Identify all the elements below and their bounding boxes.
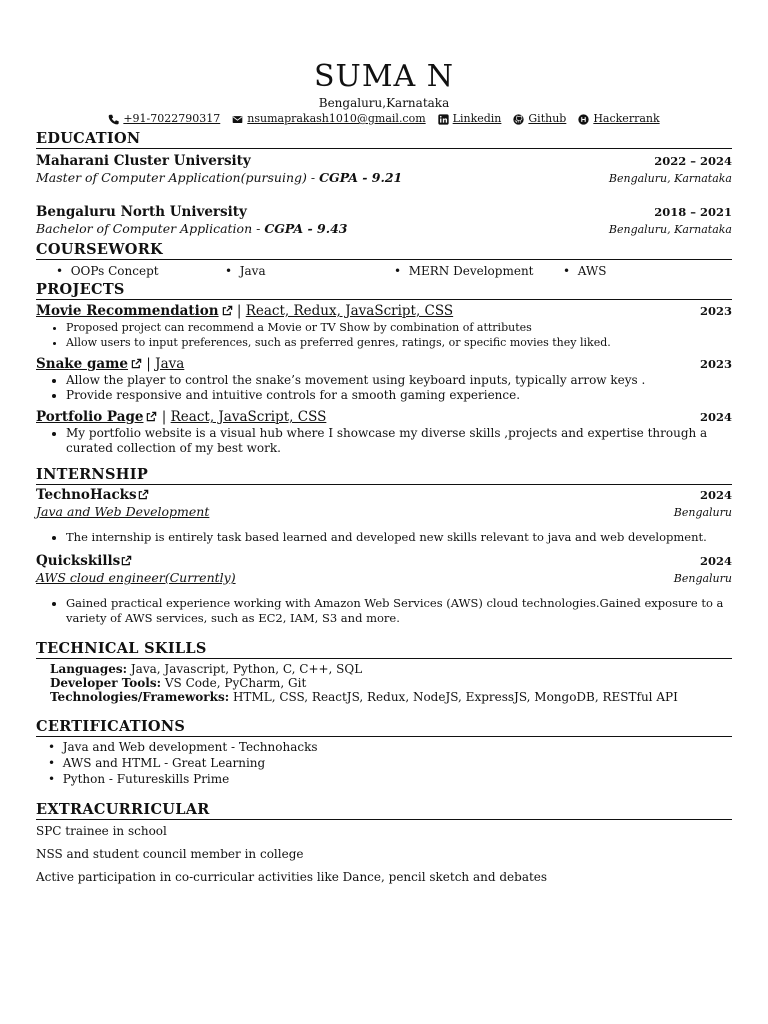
extracurricular-list: [36, 824, 732, 884]
education-entry: [36, 204, 732, 237]
project-entry: [36, 409, 732, 456]
skills-label: Technologies/Frameworks:: [50, 690, 230, 704]
project-name-link[interactable]: Movie Recommendation: [36, 303, 219, 319]
projects-heading: PROJECTS: [36, 281, 732, 300]
github-contact[interactable]: [513, 112, 566, 126]
project-bullets: [36, 320, 732, 350]
github-link[interactable]: Github: [528, 112, 567, 125]
external-link-icon[interactable]: [138, 489, 149, 500]
extracurricular-heading: EXTRACURRICULAR: [36, 801, 732, 820]
extracurricular-item: Active participation in co-curricular activities like Dance, pencil sketch and debates: [36, 870, 548, 884]
certification-item: • AWS and HTML - Great Learning: [48, 756, 266, 770]
skills-value: VS Code, PyCharm, Git: [164, 676, 307, 690]
company-name[interactable]: TechnoHacks: [36, 487, 137, 503]
bullet-item: • Proposed project can recommend a Movie or TV Show by combination of attributes: [66, 320, 732, 335]
project-tech: React, Redux, JavaScript, CSS: [245, 303, 454, 319]
gpa-value: CGPA - 9.43: [264, 221, 348, 236]
course-item: • OOPs Concept: [56, 264, 159, 278]
project-year: 2023: [699, 304, 732, 318]
certifications-heading: CERTIFICATIONS: [36, 718, 732, 737]
degree-line: [36, 221, 347, 237]
internship-year: 2024: [699, 488, 732, 502]
bullet-item: • Allow the player to control the snake’s movement using keyboard inputs, typically arrow keys .: [66, 373, 732, 388]
linkedin-contact[interactable]: [438, 112, 502, 126]
candidate-name: SUMA N: [313, 59, 454, 94]
skills-label: Developer Tools:: [50, 676, 162, 690]
education-heading: EDUCATION: [36, 130, 732, 149]
coursework-list: [36, 263, 732, 279]
skills-heading: TECHNICAL SKILLS: [36, 640, 732, 659]
contact-bar: [36, 112, 732, 126]
github-icon: [513, 114, 524, 125]
bullet-item: • Provide responsive and intuitive controls for a smooth gaming experience.: [66, 388, 732, 403]
internship-role: AWS cloud engineer(Currently): [36, 570, 236, 585]
project-entry: [36, 303, 732, 350]
project-bullets: [36, 426, 732, 456]
resume-page: [36, 60, 732, 893]
candidate-location: Bengaluru,Karnataka: [318, 96, 450, 110]
project-year: 2023: [699, 357, 732, 371]
company-line: [36, 553, 132, 570]
company-line: [36, 487, 149, 504]
internship-year: 2024: [699, 554, 732, 568]
internship-entry: [36, 553, 732, 626]
hackerrank-contact[interactable]: [578, 112, 659, 126]
bullet-item: • The internship is entirely task based learned and developed new skills relevant to java and web development.: [66, 530, 732, 545]
company-name[interactable]: Quickskills: [36, 553, 121, 569]
project-entry: [36, 356, 732, 403]
project-title-line: Snake game | Java: [36, 356, 185, 372]
skills-label: Languages:: [50, 662, 128, 676]
hackerrank-link[interactable]: Hackerrank: [593, 112, 660, 125]
degree-name: Bachelor of Computer Application -: [36, 221, 261, 236]
external-link-icon[interactable]: [222, 305, 233, 316]
degree-name: Master of Computer Application(pursuing) -: [36, 170, 316, 185]
external-link-icon[interactable]: [146, 411, 157, 422]
school-location: Bengaluru, Karnataka: [608, 172, 732, 185]
certification-item: • Python - Futureskills Prime: [48, 772, 230, 786]
bullet-item: • Allow users to input preferences, such as preferred genres, ratings, or specific movies they liked.: [66, 335, 732, 350]
education-years: 2022 – 2024: [654, 154, 732, 168]
course-item: • MERN Development: [394, 264, 534, 278]
project-name-link[interactable]: Snake game: [36, 356, 129, 372]
coursework-heading: COURSEWORK: [36, 241, 732, 260]
internship-bullets: [36, 530, 732, 545]
email-contact[interactable]: [232, 112, 425, 126]
skills-list: [36, 662, 732, 704]
bullet-item: • My portfolio website is a visual hub where I showcase my diverse skills ,projects and expertise through a curated collection of my best work.: [66, 426, 732, 456]
extracurricular-item: SPC trainee in school: [36, 824, 167, 838]
bullet-item: • Gained practical experience working with Amazon Web Services (AWS) cloud technologies.Gained exposure to a variety of AWS services, such as EC2, IAM, S3 and more.: [66, 596, 732, 626]
skills-line: [50, 676, 732, 690]
project-tech: React, JavaScript, CSS: [170, 409, 327, 425]
gpa-value: CGPA - 9.21: [319, 170, 403, 185]
skills-line: [50, 662, 732, 676]
school-name: Maharani Cluster University: [36, 153, 251, 169]
extracurricular-item: NSS and student council member in college: [36, 847, 304, 861]
certifications-list: [36, 739, 732, 787]
education-years: 2018 – 2021: [654, 205, 732, 219]
external-link-icon[interactable]: [121, 555, 132, 566]
course-item: • Java: [225, 264, 266, 278]
hackerrank-icon: [578, 114, 589, 125]
education-entry: [36, 153, 732, 186]
linkedin-icon: [438, 114, 449, 125]
project-name-link[interactable]: Portfolio Page: [36, 409, 144, 425]
phone-link[interactable]: +91-7022790317: [123, 112, 221, 125]
skills-line: [50, 690, 732, 704]
envelope-icon: [232, 114, 243, 125]
internship-bullets: [36, 596, 732, 626]
school-name: Bengaluru North University: [36, 204, 247, 220]
external-link-icon[interactable]: [131, 358, 142, 369]
course-item: • AWS: [563, 264, 607, 278]
linkedin-link[interactable]: Linkedin: [452, 112, 502, 125]
internship-location: Bengaluru: [673, 506, 732, 519]
certification-item: • Java and Web development - Technohacks: [48, 740, 318, 754]
phone-contact[interactable]: [108, 112, 220, 126]
email-link[interactable]: nsumaprakash1010@gmail.com: [247, 112, 426, 125]
internship-location: Bengaluru: [673, 572, 732, 585]
internship-heading: INTERNSHIP: [36, 466, 732, 485]
project-tech: Java: [155, 356, 185, 372]
project-year: 2024: [699, 410, 732, 424]
degree-line: [36, 170, 402, 186]
internship-role: Java and Web Development: [36, 504, 210, 519]
skills-value: HTML, CSS, ReactJS, Redux, NodeJS, ExpressJS, MongoDB, RESTful API: [232, 690, 678, 704]
internship-entry: [36, 487, 732, 545]
project-title-line: Portfolio Page | React, JavaScript, CSS: [36, 409, 327, 425]
skills-value: Java, Javascript, Python, C, C++, SQL: [130, 662, 363, 676]
project-bullets: [36, 373, 732, 403]
school-location: Bengaluru, Karnataka: [608, 223, 732, 236]
project-title-line: Movie Recommendation | React, Redux, JavaScript, CSS: [36, 303, 454, 319]
phone-icon: [108, 114, 119, 125]
